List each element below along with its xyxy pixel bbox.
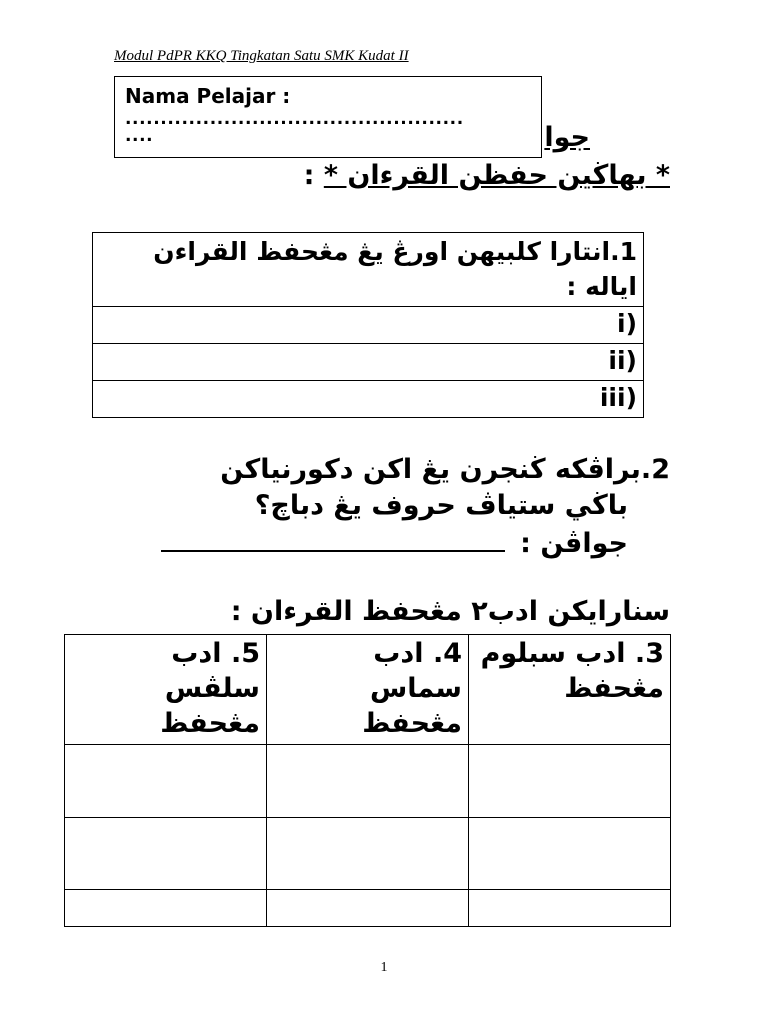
adab-cell[interactable] [469, 890, 671, 927]
section-title-text: * بهاڬين حفظن القرءان * [323, 160, 670, 191]
adab-table [64, 634, 671, 927]
question2 [130, 452, 670, 562]
adab-cell[interactable] [65, 890, 267, 927]
adab-cell[interactable] [267, 818, 469, 890]
section-title [304, 160, 670, 191]
page-number: 1 [380, 960, 388, 975]
answer-row-2[interactable] [93, 344, 644, 381]
answer-label-3: iii) [599, 383, 637, 412]
answer-label-1: i) [617, 309, 637, 338]
question2-line2: باڬي ستياڤ حروف يڠ دباچ؟ [254, 490, 628, 521]
answer-label-2: ii) [608, 346, 637, 375]
student-name-label: Nama Pelajar : [125, 84, 291, 108]
student-name-box [114, 76, 542, 158]
answer-row-3[interactable] [93, 381, 644, 418]
section-title-colon: : [303, 160, 315, 191]
question1-table [92, 232, 644, 418]
question2-answer-blank[interactable] [161, 524, 505, 552]
adab-header-before: 3. ادب سبلوم مڠحفظ [469, 635, 671, 745]
module-header: Modul PdPR KKQ Tingkatan Satu SMK Kudat II [114, 48, 409, 64]
answer-row-1[interactable] [93, 307, 644, 344]
answer-heading: جوا [544, 122, 590, 153]
question2-line1: 2.براڤكه ڬنجرن يڠ اكن دكورنياكن [220, 454, 670, 485]
adab-cell[interactable] [469, 818, 671, 890]
student-name-dots: ................................................ [125, 109, 464, 129]
adab-cell[interactable] [65, 745, 267, 818]
question2-answer-line [130, 524, 670, 562]
adab-cell[interactable] [267, 745, 469, 818]
adab-header-during: 4. ادب سماس مڠحفظ [267, 635, 469, 745]
adab-cell[interactable] [267, 890, 469, 927]
adab-cell[interactable] [65, 818, 267, 890]
adab-cell[interactable] [469, 745, 671, 818]
question1-text: 1.انتارا كلبيهن اورڠ يڠ مڠحفظ القراءن اياله : [93, 233, 644, 307]
student-name-dots-continued: .... [125, 126, 154, 146]
question3-title: سنارايكن ادب٢ مڠحفظ القرءان : [230, 596, 670, 627]
adab-header-after: 5. ادب سلڤس مڠحفظ [65, 635, 267, 745]
question2-answer-label: جواڤن : [520, 528, 628, 559]
